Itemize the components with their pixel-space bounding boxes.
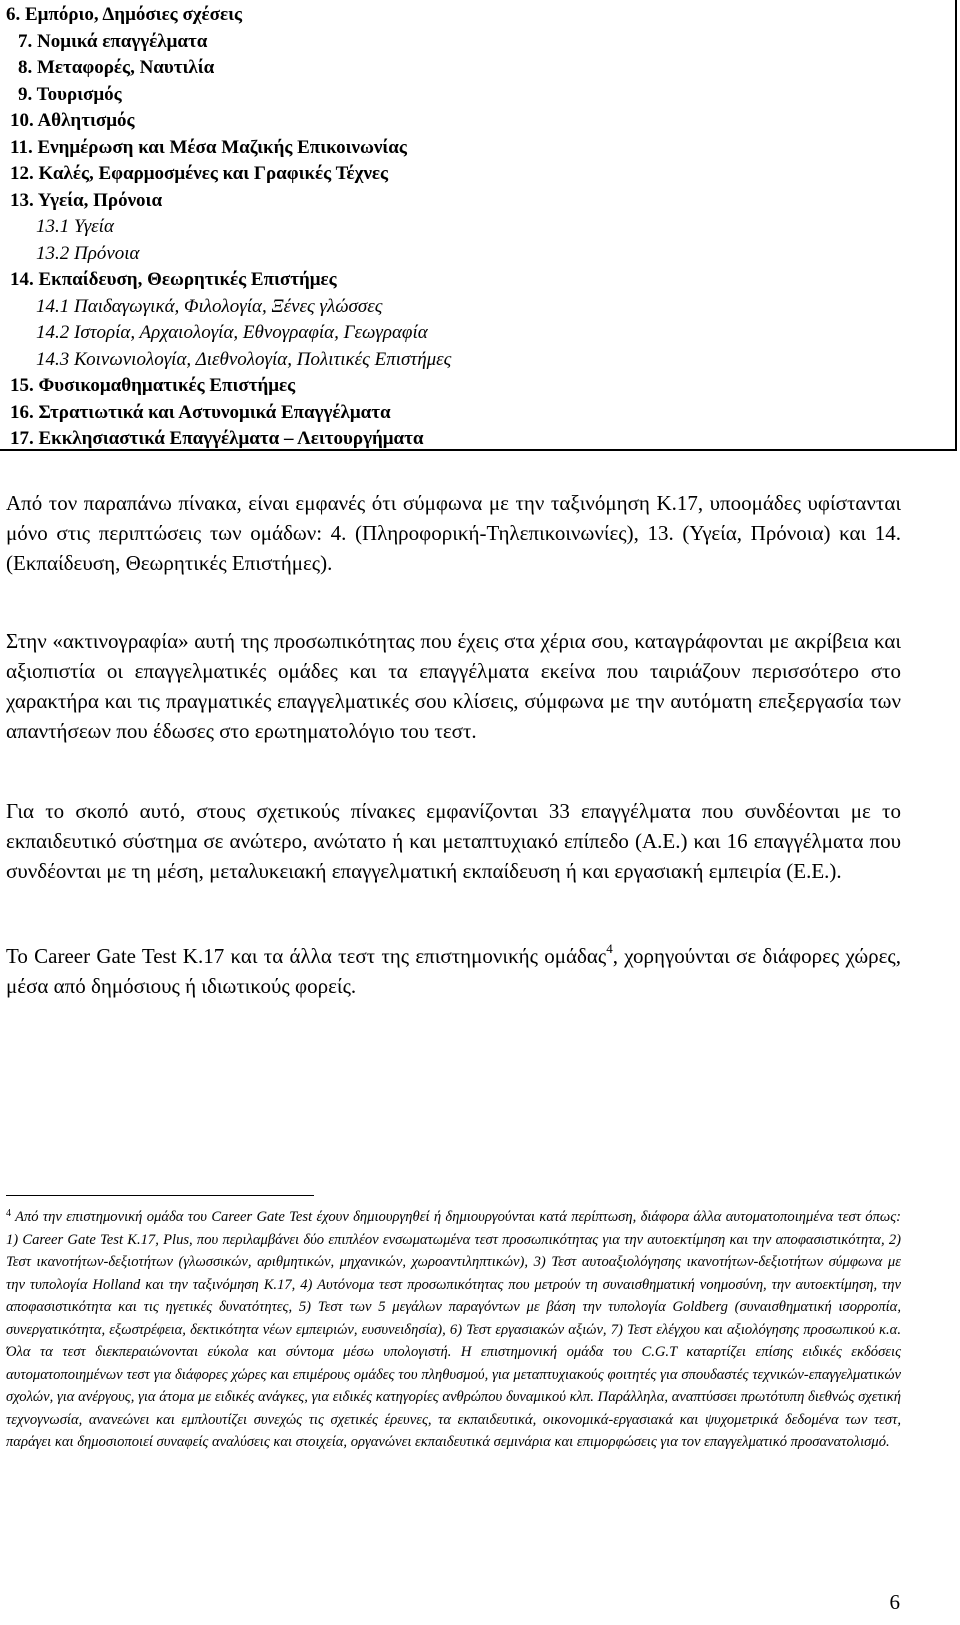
paragraph-occupations-count: Για το σκοπό αυτό, στους σχετικούς πίνακες εμφανίζονται 33 επαγγέλματα που συνδέονται με το εκπαιδευτικό σύστημα σε ανώτερο, ανώτατο ή και μεταπτυχιακό επίπεδο (Α.Ε.) και 16 επαγγέλματα που συνδέονται με τη μέση, μεταλυκειακή επαγγελματική εκπαίδευση ή και εργασιακή εμπειρία (Ε.Ε.). bbox=[6, 799, 901, 883]
footnote-marker: 4 bbox=[6, 1208, 11, 1219]
table-row: 17. Εκκλησιαστικά Επαγγέλματα – Λειτουργήματα bbox=[10, 428, 424, 449]
table-row: 14. Εκπαίδευση, Θεωρητικές Επιστήμες bbox=[10, 269, 337, 290]
footnote-text: Από την επιστημονική ομάδα του Career Gate Test έχουν δημιουργηθεί ή δημιουργούνται κατά περίπτωση, διάφορα άλλα αυτοματοποιημένα τεστ όπως: 1) Career Gate Test Κ.17, Plus, που περιλαμβάνει δύο επιπλέον ενσωματωμένα τεστ προσωπικότητας για την αυτοεκτίμηση και την αποφασιστικότητα, 2) Τεστ ικανοτήτων-δεξιοτήτων (γλωσσικών, αριθμητικών, μηχανικών, χωροαντιληπτικών), 3) Τεστ αυτοαξιολόγησης ικανοτήτων-δεξιοτήτων σύμφωνα με την τυπολογία Holland και την ταξινόμηση Κ.17, 4) Αυτόνομα τεστ προσωπικότητας που μετρούν τη συναισθηματική νοημοσύνη, την αυτοεκτίμηση, την αποφασιστικότητα και τις ηγετικές δυνατότητες, 5) Τεστ των 5 μεγάλων παραγόντων με βάση την τυπολογία Goldberg (συναισθηματική ισορροπία, συνεργατικότητα, εξωστρέφεια, δεκτικότητα νέων εμπειριών, ευσυνειδησία), 6) Τεστ εργασιακών αξιών, 7) Τεστ ελέγχου και αξιολόγησης προσωπικού κ.α. Όλα τα τεστ διεκπεραιώνονται εύκολα και σύντομα μέσω υπολογιστή. Η επιστημονική ομάδα του C.G.T καταρτίζει επίσης ειδικές εκδόσεις αυτοματοποιημένων τεστ για διάφορες χώρες και επιμέρους ομάδες του πληθυσμού, για μεταπτυχιακούς φοιτητές για σπουδαστές τεχνικών-επαγγελματικών σχολών, για ανέργους, για άτομα με ειδικές ανάγκες, για ειδικές κατηγορίες ανθρώπου δυναμικού κλπ. Παράλληλα, αναπτύσσει πρωτότυπη διεθνώς σχετική τεχνογνωσία, ανανεώνει και εμπλουτίζει συνεχώς τις σχετικές έρευνες, τα εκπαιδευτικά, οικονομικά-εργασιακά και ψυχομετρικά δεδομένα των τεστ, παράγει και δημοσιοποιεί συναφείς αναλύσεις και στοιχεία, οργανώνει εκπαιδευτικά σεμινάρια και επιμορφώσεις για τον επαγγελματικό προσανατολισμό. bbox=[6, 1209, 901, 1450]
career-gate-text-end: , χορηγούνται σε διάφορες χώρες, μέσα από δημόσιους ή ιδιωτικούς φορείς. bbox=[6, 944, 901, 998]
table-row: 7. Νομικά επαγγέλματα bbox=[18, 30, 208, 52]
table-row: 15. Φυσικομαθηματικές Επιστήμες bbox=[10, 375, 296, 396]
table-row: 9. Τουρισμός bbox=[18, 83, 122, 105]
table-row: 16. Στρατιωτικά και Αστυνομικά Επαγγέλματα bbox=[10, 401, 391, 423]
table-row: 13. Υγεία, Πρόνοια bbox=[10, 189, 163, 211]
occupational-groups-table bbox=[0, 0, 957, 451]
table-row: 8. Μεταφορές, Ναυτιλία bbox=[18, 57, 215, 78]
table-row: 14.1 Παιδαγωγικά, Φιλολογία, Ξένες γλώσσες bbox=[36, 295, 383, 317]
paragraph-career-gate-test bbox=[6, 934, 901, 1001]
table-row: 10. Αθλητισμός bbox=[10, 110, 135, 131]
footnote-separator bbox=[6, 1195, 314, 1196]
table-row: 14.2 Ιστορία, Αρχαιολογία, Εθνογραφία, Γεωγραφία bbox=[36, 322, 428, 343]
table-row: 6. Εμπόριο, Δημόσιες σχέσεις bbox=[6, 4, 243, 25]
footnote-reference[interactable]: 4 bbox=[606, 941, 613, 956]
table-row: 13.2 Πρόνοια bbox=[36, 242, 140, 264]
paragraph-table-summary: Από τον παραπάνω πίνακα, είναι εμφανές ότι σύμφωνα με την ταξινόμηση Κ.17, υποομάδες υφίστανται μόνο στις περιπτώσεις των ομάδων: 4. (Πληροφορική-Τηλεπικοινωνίες), 13. (Υγεία, Πρόνοια) και 14. (Εκπαίδευση, Θεωρητικές Επιστήμες). bbox=[6, 491, 901, 575]
table-row: 12. Καλές, Εφαρμοσμένες και Γραφικές Τέχνες bbox=[10, 163, 389, 184]
footnote bbox=[6, 1203, 901, 1454]
career-gate-text-start: Το Career Gate Test Κ.17 και τα άλλα τεστ της επιστημονικής ομάδας bbox=[6, 944, 607, 968]
paragraph-personality-xray: Στην «ακτινογραφία» αυτή της προσωπικότητας που έχεις στα χέρια σου, καταγράφονται με ακρίβεια και αξιοπιστία οι επαγγελματικές ομάδες και τα επαγγέλματα εκείνα που ταιριάζουν περισσότερο στο χαρακτήρα και τις πραγματικές επαγγελματικές σου κλίσεις, σύμφωνα με την αυτόματη επεξεργασία των απαντήσεων που έδωσες στο ερωτηματολόγιο του τεστ. bbox=[6, 629, 901, 743]
page-number: 6 bbox=[889, 1590, 900, 1614]
table-row: 11. Ενημέρωση και Μέσα Μαζικής Επικοινωνίας bbox=[10, 136, 407, 158]
table-row: 13.1 Υγεία bbox=[36, 216, 114, 237]
table-row: 14.3 Κοινωνιολογία, Διεθνολογία, Πολιτικές Επιστήμες bbox=[36, 348, 452, 370]
